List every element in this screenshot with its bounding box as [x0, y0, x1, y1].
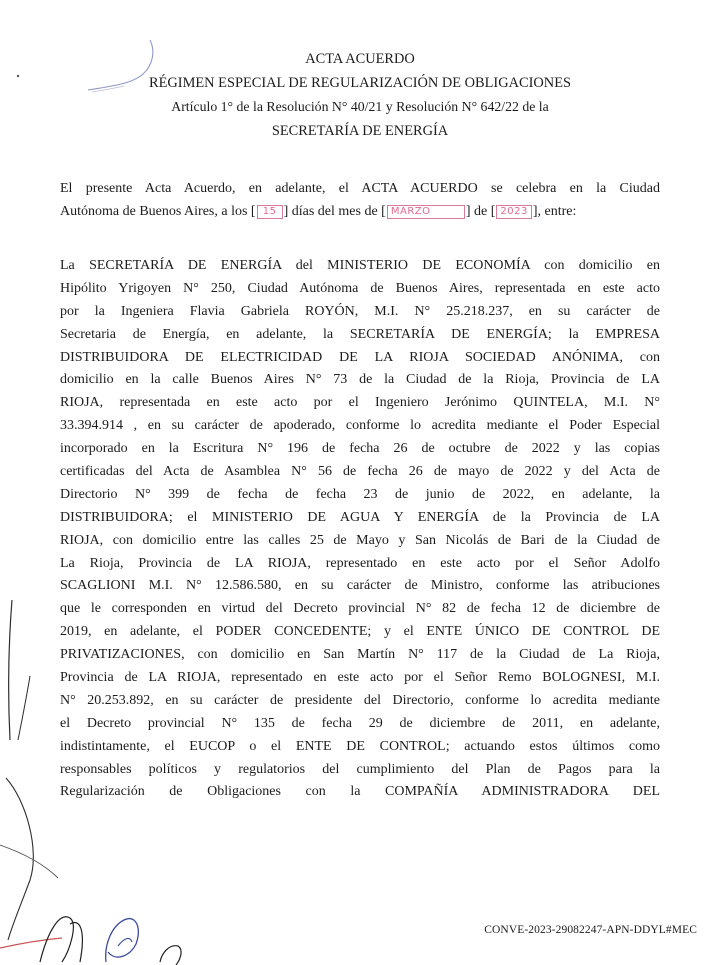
body-line: 2019, en adelante, el PODER CONCEDENTE; y el ENTE ÚNICO DE CONTROL DE [60, 624, 660, 640]
body-line: 33.394.914 , en su carácter de apoderado, conforme lo acredita mediante el Poder Especial [60, 418, 660, 434]
body-line: que le corresponden en virtud del Decreto provincial N° 82 de fecha 12 de diciembre de [60, 601, 660, 617]
parties-paragraph [60, 255, 660, 804]
body-line: indistintamente, el EUCOP o el ENTE DE CONTROL; actuando estos últimos como [60, 738, 660, 754]
body-line: La Rioja, Provincia de LA RIOJA, representado en este acto por el Señor Adolfo [60, 555, 660, 571]
body-line: el Decreto provincial N° 135 de fecha 29 de diciembre de 2011, en adelante, [60, 715, 660, 731]
body-line: por la Ingeniera Flavia Gabriela ROYÓN, M.I. N° 25.218.237, en su carácter de [60, 303, 660, 319]
body-line: PRIVATIZACIONES, con domicilio en San Martín N° 117 de la Ciudad de La Rioja, [60, 647, 660, 663]
body-line: responsables políticos y regulatorios del cumplimiento del Plan de Pagos para la [60, 761, 660, 777]
body-line: incorporado en la Escritura N° 196 de fecha 26 de octubre de 2022 y las copias [60, 441, 660, 457]
body-line: SCAGLIONI M.I. N° 12.586.580, en su carácter de Ministro, conforme las atribuciones [60, 578, 660, 594]
doc-secretariat: SECRETARÍA DE ENERGÍA [271, 123, 449, 139]
body-line: Provincia de LA RIOJA, representado en este acto por el Señor Remo BOLOGNESI, M.I. [60, 670, 660, 686]
doc-subtitle: RÉGIMEN ESPECIAL DE REGULARIZACIÓN DE OBLIGACIONES [149, 75, 571, 91]
speck-mark [17, 75, 19, 77]
day-field: 15 [257, 205, 283, 219]
intro-line-2: Autónoma de Buenos Aires, a los [ 15 ] días del mes de [ MARZO ] de [ 2023 ], entre: [60, 204, 577, 219]
blue-signature-stroke [118, 939, 132, 946]
doc-article-ref: Artículo 1° de la Resolución N° 40/21 y Resolución N° 642/22 de la [171, 99, 549, 114]
body-line: Secretaria de Energía, en adelante, la SECRETARÍA DE ENERGÍA; la EMPRESA [60, 326, 660, 342]
intro-paragraph [60, 177, 660, 223]
margin-signature-stroke [9, 600, 12, 740]
margin-signature-stroke [18, 676, 30, 740]
body-line: RIOJA, representada en este acto por el Ingeniero Jerónimo QUINTELA, M.I. N° [60, 395, 660, 411]
margin-signature-stroke [6, 778, 33, 940]
year-field: 2023 [496, 205, 531, 219]
body-line: DISTRIBUIDORA; el MINISTERIO DE AGUA Y ENERGÍA de la Provincia de LA [60, 509, 660, 525]
month-field: MARZO [387, 205, 465, 219]
body-line: domicilio en la calle Buenos Aires N° 73 de la Ciudad de la Rioja, Provincia de LA [60, 372, 660, 388]
body-line: Hipólito Yrigoyen N° 250, Ciudad Autónoma de Buenos Aires, representada en este acto [60, 280, 660, 296]
body-line: La SECRETARÍA DE ENERGÍA del MINISTERIO DE ECONOMÍA con domicilio en [60, 258, 660, 273]
blue-signature-stroke [106, 919, 139, 962]
margin-signature-stroke [0, 845, 58, 878]
body-line: RIOJA, con domicilio entre las calles 25 de Mayo y San Nicolás de Bari de la Ciudad de [60, 532, 660, 548]
body-line: Directorio N° 399 de fecha de fecha 23 de junio de 2022, en adelante, la [60, 486, 660, 502]
intro-line-1: El presente Acta Acuerdo, en adelante, el ACTA ACUERDO se celebra en la Ciudad [60, 181, 660, 196]
doc-title: ACTA ACUERDO [305, 51, 415, 67]
body-line: Regularización de Obligaciones con la COMPAÑÍA ADMINISTRADORA DEL [60, 784, 660, 800]
bottom-signature-stroke [160, 946, 181, 965]
body-line: N° 20.253.892, en su carácter de presidente del Directorio, conforme lo acredita mediante [60, 692, 660, 708]
body-line: DISTRIBUIDORA DE ELECTRICIDAD DE LA RIOJA SOCIEDAD ANÓNIMA, con [60, 349, 660, 365]
document-code: CONVE-2023-29082247-APN-DDYL#MEC [484, 924, 697, 936]
red-signature-stroke [0, 938, 62, 948]
body-line: certificadas del Acta de Asamblea N° 56 de fecha 26 de mayo de 2022 y del Acta de [60, 464, 660, 480]
bottom-signature-stroke [40, 917, 82, 962]
